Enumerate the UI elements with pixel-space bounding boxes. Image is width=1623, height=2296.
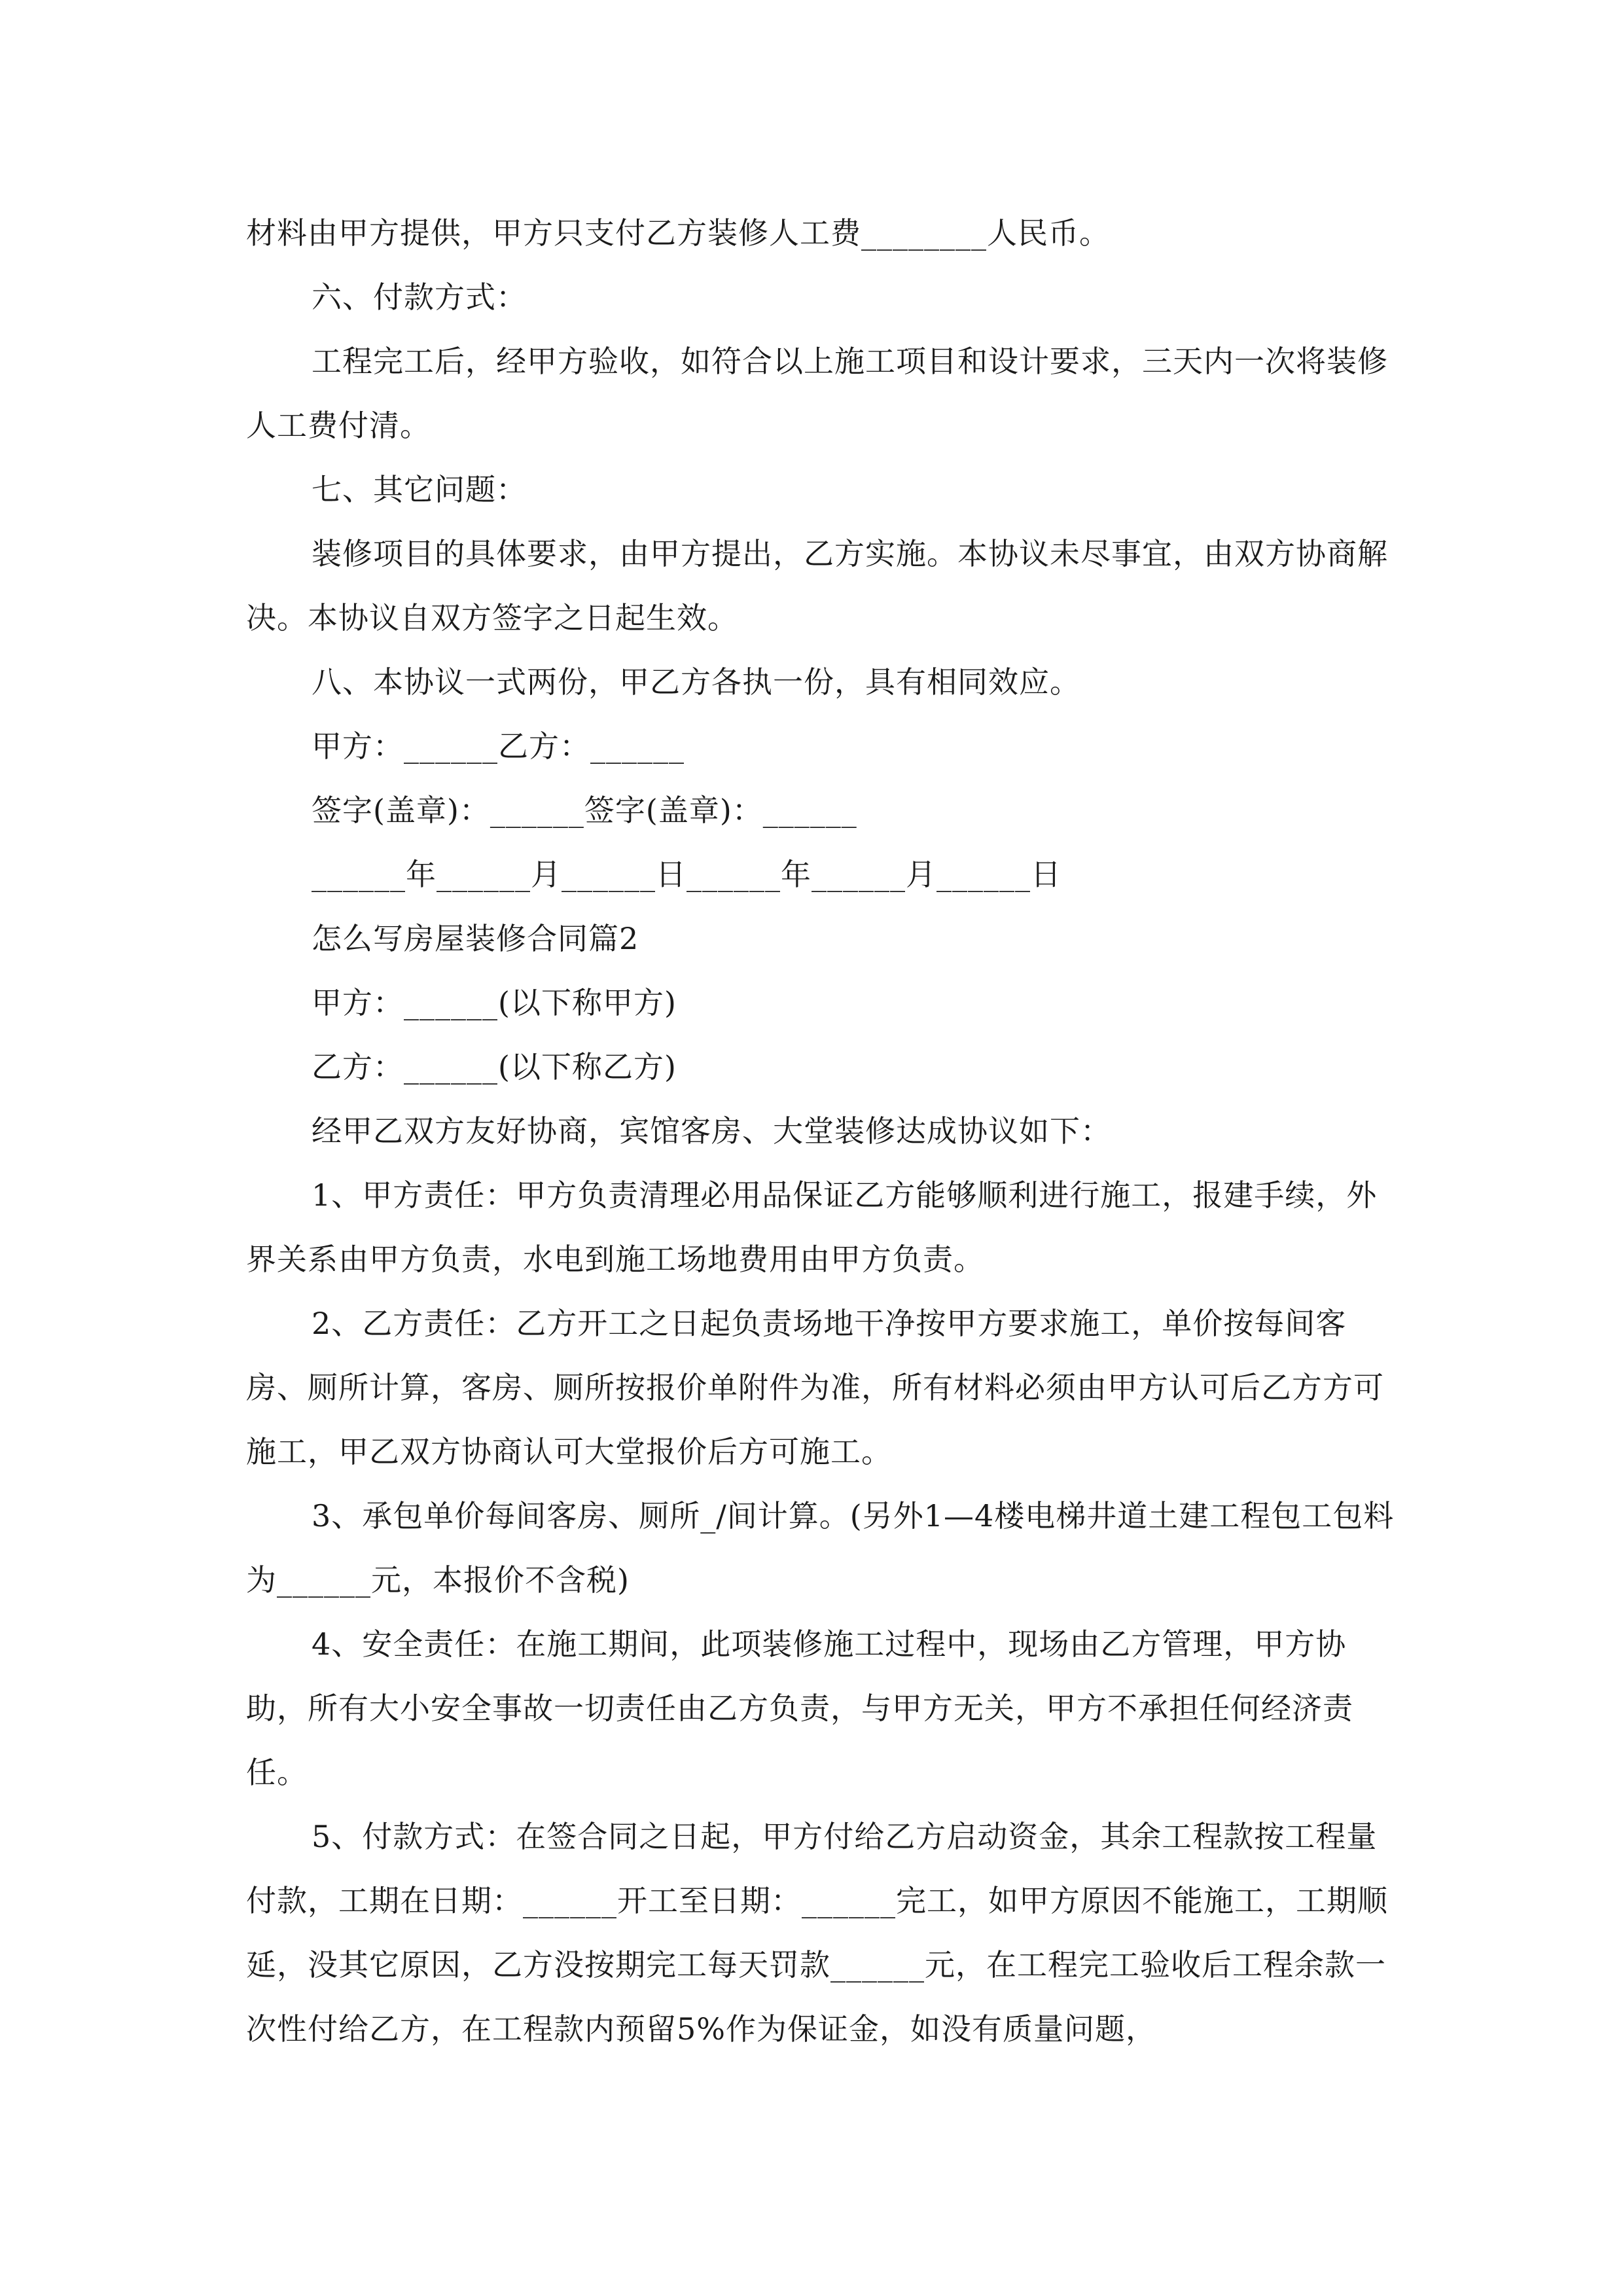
signature-parties: 甲方：______乙方：______	[312, 728, 685, 764]
paragraph-other-issues: 装修项目的具体要求，由甲方提出，乙方实施。本协议未尽事宜，由双方协商解决。本协议自双方签字之日起生效。	[246, 536, 1388, 636]
signature-date: ______年______月______日______年______月______日	[312, 857, 1061, 892]
clause-4: 4、安全责任：在施工期间，此项装修施工过程中，现场由乙方管理，甲方协助，所有大小安全事故一切责任由乙方负责，与甲方无关，甲方不承担任何经济责任。	[246, 1626, 1353, 1790]
clause-3: 3、承包单价每间客房、厕所_/间计算。(另外1—4楼电梯井道土建工程包工包料为______元，本报价不含税)	[246, 1498, 1395, 1598]
paragraph-material-cost: 材料由甲方提供，甲方只支付乙方装修人工费________人民币。	[246, 215, 1110, 251]
party-b: 乙方：______(以下称乙方)	[312, 1049, 677, 1085]
signature-seal: 签字(盖章)：______签字(盖章)：______	[312, 793, 857, 828]
paragraph-agreement-intro: 经甲乙双方友好协商，宾馆客房、大堂装修达成协议如下：	[312, 1113, 1111, 1149]
paragraph-payment-terms: 工程完工后，经甲方验收，如符合以上施工项目和设计要求，三天内一次将装修人工费付清。	[246, 344, 1388, 443]
paragraph-copies: 八、本协议一式两份，甲乙方各执一份，具有相同效应。	[312, 664, 1080, 700]
clause-1: 1、甲方责任：甲方负责清理必用品保证乙方能够顺利进行施工，报建手续，外界关系由甲方负责，水电到施工场地费用由甲方负责。	[246, 1177, 1378, 1277]
clause-5: 5、付款方式：在签合同之日起，甲方付给乙方启动资金，其余工程款按工程量付款，工期在日期：______开工至日期：______完工，如甲方原因不能施工，工期顺延，没其它原因，乙方没按期完工每天罚款______元，在工程完工验收后工程余款一次性付给乙方，在工程款内预留5%作为保证金，如没有质量问题，	[246, 1819, 1388, 2047]
heading-payment-method: 六、付款方式：	[312, 279, 527, 315]
document-body	[246, 201, 1398, 2061]
party-a: 甲方：______(以下称甲方)	[312, 985, 677, 1020]
clause-2: 2、乙方责任：乙方开工之日起负责场地干净按甲方要求施工，单价按每间客房、厕所计算，客房、厕所按报价单附件为准，所有材料必须由甲方认可后乙方方可施工，甲乙双方协商认可大堂报价后方可施工。	[246, 1306, 1384, 1469]
section-title: 怎么写房屋装修合同篇2	[312, 921, 639, 956]
heading-other-issues: 七、其它问题：	[312, 472, 527, 507]
